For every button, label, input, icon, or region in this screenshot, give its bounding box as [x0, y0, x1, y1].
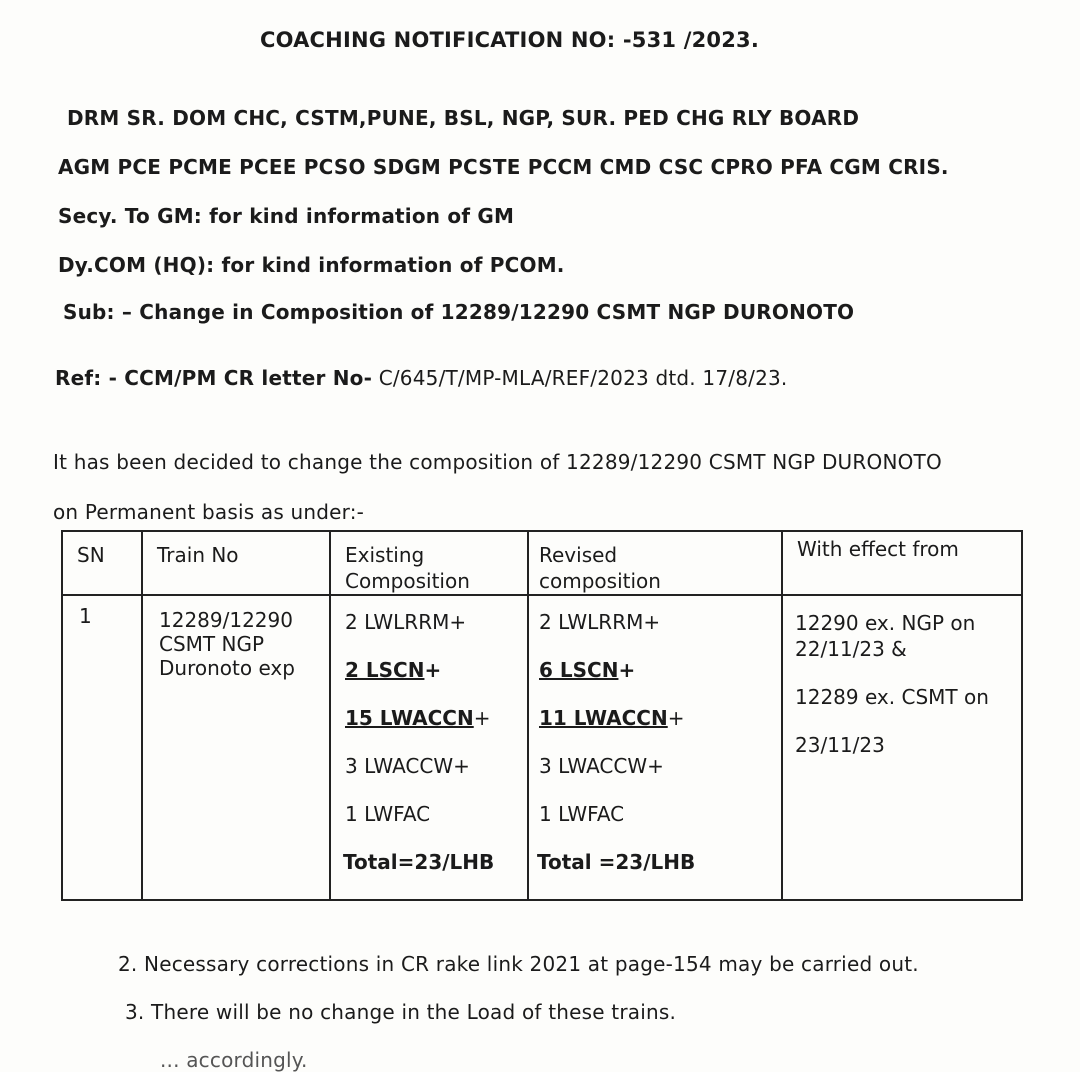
cell-with-effect-from	[782, 595, 1022, 900]
wef-line-2: 22/11/23 &	[795, 637, 907, 661]
subject-line: Sub: – Change in Composition of 12289/12290 CSMT NGP DURONOTO	[63, 300, 855, 324]
note-3: 3. There will be no change in the Load of these trains.	[125, 1000, 677, 1024]
existing-lwfac: 1 LWFAC	[345, 802, 431, 826]
existing-lwaccn: 15 LWACCN+	[345, 706, 491, 730]
header-train-no: Train No	[142, 531, 330, 595]
header-revised-2: composition	[539, 569, 661, 593]
revised-lwaccw: 3 LWACCW+	[539, 754, 664, 778]
cell-sn: 1	[62, 595, 142, 900]
existing-total: Total=23/LHB	[343, 850, 495, 874]
train-name: Duronoto exp	[159, 656, 295, 680]
table-header-row	[62, 531, 1022, 595]
wef-line-4: 23/11/23	[795, 733, 885, 757]
note-2: 2. Necessary corrections in CR rake link 2021 at page-154 may be carried out.	[118, 952, 919, 976]
train-route: CSMT NGP	[159, 632, 265, 656]
table-row	[62, 595, 1022, 900]
composition-table	[61, 530, 1023, 901]
header-revised-1: Revised	[539, 543, 618, 567]
header-revised-composition	[528, 531, 782, 595]
distribution-line-1: DRM SR. DOM CHC, CSTM,PUNE, BSL, NGP, SUR. PED CHG RLY BOARD	[67, 106, 860, 130]
wef-line-3: 12289 ex. CSMT on	[795, 685, 989, 709]
distribution-line-2: AGM PCE PCME PCEE PCSO SDGM PCSTE PCCM CMD CSC CPRO PFA CGM CRIS.	[58, 155, 949, 179]
revised-lwaccn: 11 LWACCN+	[539, 706, 685, 730]
dycom-line: Dy.COM (HQ): for kind information of PCOM.	[58, 253, 565, 277]
reference-label: Ref: - CCM/PM CR letter No-	[55, 366, 373, 390]
header-existing-composition	[330, 531, 528, 595]
existing-lwlrrm: 2 LWLRRM+	[345, 610, 467, 634]
paragraph-line-2: on Permanent basis as under:-	[53, 500, 365, 524]
cell-train-no	[142, 595, 330, 900]
existing-lscn: 2 LSCN+	[345, 658, 442, 682]
header-existing-2: Composition	[345, 569, 470, 593]
revised-lwfac: 1 LWFAC	[539, 802, 625, 826]
reference-line	[55, 366, 787, 390]
header-sn: SN	[62, 531, 142, 595]
cell-existing-composition	[330, 595, 528, 900]
reference-value: C/645/T/MP-MLA/REF/2023 dtd. 17/8/23.	[372, 366, 788, 390]
header-with-effect-from: With effect from	[782, 531, 1022, 595]
existing-lwaccw: 3 LWACCW+	[345, 754, 470, 778]
paragraph-line-1: It has been decided to change the composition of 12289/12290 CSMT NGP DURONOTO	[53, 450, 942, 474]
wef-line-1: 12290 ex. NGP on	[795, 611, 976, 635]
revised-lscn: 6 LSCN+	[539, 658, 636, 682]
notification-title: COACHING NOTIFICATION NO: -531 /2023.	[260, 28, 760, 52]
header-existing-1: Existing	[345, 543, 425, 567]
train-number: 12289/12290	[159, 608, 293, 632]
cell-revised-composition	[528, 595, 782, 900]
revised-lwlrrm: 2 LWLRRM+	[539, 610, 661, 634]
revised-total: Total =23/LHB	[537, 850, 696, 874]
secy-line: Secy. To GM: for kind information of GM	[58, 204, 515, 228]
note-4-partial: ... accordingly.	[160, 1048, 308, 1072]
